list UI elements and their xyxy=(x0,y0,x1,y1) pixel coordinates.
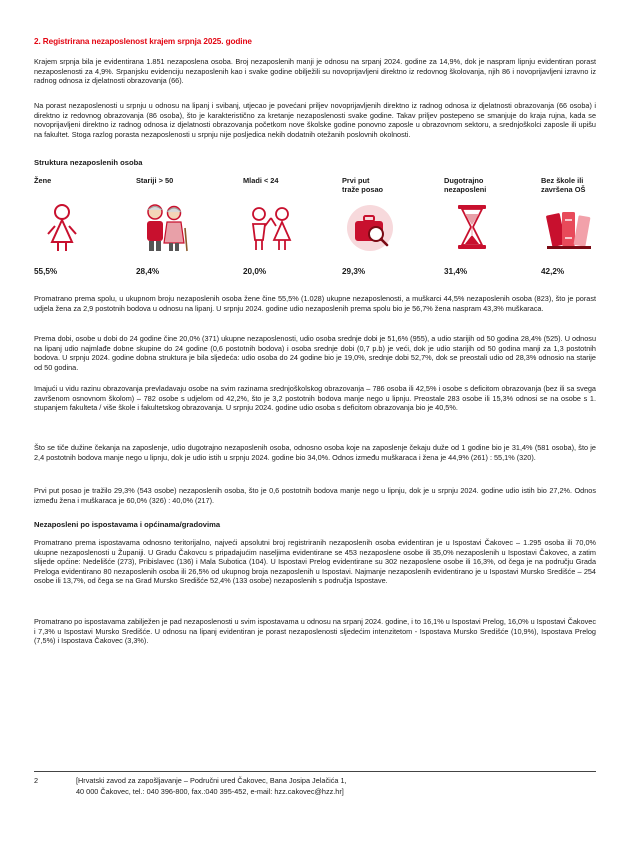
stat-label: Mladi < 24 xyxy=(243,176,279,185)
stat-elderly xyxy=(136,176,216,280)
stat-value: 42,2% xyxy=(541,267,565,276)
structure-infographic xyxy=(34,176,596,280)
paragraph-intro: Krajem srpnja bila je evidentirana 1.851 nezaposlena osoba. Broj nezaposlenih manji je odnosu na srpanj 2024. godine za 14,9%, dok je naspram lipnju evidentiran porast nezaposlenosti za 4,9%. Srpanjsku evidenciju nezaposlenih kao i svake godine obilježili su novoprijavljeni direktno iz redovnog školovanja, njih 86 i novoprijavljeni izravno iz radnog odnosa iz djelatnosti obrazovanja (66). xyxy=(34,57,596,86)
page-number: 2 xyxy=(34,776,39,785)
stat-young xyxy=(243,176,323,280)
paragraph-first-job: Prvi put posao je tražilo 29,3% (543 osobe) nezaposlenih osoba, što je 0,6 postotnih bodova manje nego u lipnju, dok je u srpnju 2024. godine udio istih bio 27,2%. Odnos između žena i muškaraca je 60,0% (326) : 40,0% (217). xyxy=(34,486,596,505)
stat-label: Prvi put traže posao xyxy=(342,176,384,194)
job-search-icon xyxy=(344,202,396,252)
stat-label: Stariji > 50 xyxy=(136,176,174,185)
books-icon xyxy=(543,202,595,252)
stat-label: Bez škole ili završena OŠ xyxy=(541,176,586,194)
footer-address xyxy=(76,776,347,797)
region-heading: Nezaposleni po ispostavama i općinama/gradovima xyxy=(34,520,221,529)
footer-line-1: [Hrvatski zavod za zapošljavanje – Područni ured Čakovec, Bana Josipa Jelačića 1, xyxy=(76,776,347,785)
hourglass-icon xyxy=(446,202,498,252)
paragraph-long-term: Što se tiče dužine čekanja na zaposlenje, udio dugotrajno nezaposlenih osoba, odnosno osoba koje na zaposlenje čekaju duže od 1 godine bio je 31,4% (581 osoba), što je 2,4 postotnih bodova manje nego u lipnju, dok je udio istih u srpnju 2024. godine bio 34,0%. Odnos između muškaraca i žena je 44,9% (261) : 55,1% (320). xyxy=(34,443,596,462)
elderly-couple-icon xyxy=(138,202,190,252)
stat-first-job xyxy=(342,176,422,280)
stat-value: 20,0% xyxy=(243,267,267,276)
footer-line-2: 40 000 Čakovec, tel.: 040 396-800, fax.:040 395-452, e-mail: hzz.cakovec@hzz.hr] xyxy=(76,786,344,796)
stat-women xyxy=(34,176,114,280)
woman-icon xyxy=(36,202,88,252)
paragraph-growth: Na porast nezaposlenosti u srpnju u odnosu na lipanj i svibanj, utjecao je povećani priljev novoprijavljenih direktno iz radnog odnosa iz djelatnosti obrazovanja (66 osoba) i direktno iz redovnog obrazovanja (86 osoba), što je karakteristično za kretanje nezaposlenosti svake godine. Takav priljev postepeno se smanjuje do kraja rujna, kada se novoprijavljeni direktno iz radnog odnosa iz djelatnosti obrazovanja početkom nove školske godine ponovno zaposle u obrazovnom sektoru, a srednjoškolci zaposle ili upišu na fakultet. Stoga razlog porasta nezaposlenosti u srpnju nije posljedica nekih dodatnih otežanih poslovnih okolnosti. xyxy=(34,101,596,139)
footer-divider xyxy=(34,771,596,772)
stat-no-school xyxy=(541,176,621,280)
section-title: 2. Registrirana nezaposlenost krajem srpnja 2025. godine xyxy=(34,37,252,46)
paragraph-education: Imajući u vidu razinu obrazovanja prevladavaju osobe na svim razinama srednjoškolskog obrazovanja – 786 osoba ili 42,5% i osobe s deficitom obrazovanja (bez ili sa svega završenom osnovnom školom) – 782 osobe s udjelom od 42,2%, što je 3,2 postotnih bodova manje nego u lipnju. Preostale 283 osobe ili 15,3% odnosi se na osobe s 1. stupanjem fakulteta / više škole i fakultetskog obrazovanja. U srpnju 2024. godine udio osoba s deficitom obrazovanja bio je 40,5%. xyxy=(34,384,596,413)
young-people-icon xyxy=(245,202,297,252)
stat-long-term xyxy=(444,176,524,280)
stat-label: Dugotrajno nezaposleni xyxy=(444,176,487,194)
paragraph-gender: Promatrano prema spolu, u ukupnom broju nezaposlenih osoba žene čine 55,5% (1.028) ukupne nezaposlenosti, a muškarci 44,5% nezaposlenih osoba (823), što je porast udjela žena za 2,9 postotnih bodova u odnosu na lipanj. U srpnju 2024. godine udio nezaposlenih prema spolu bio je 56,7% žena naspram 43,3% muškaraca. xyxy=(34,294,596,313)
paragraph-age: Prema dobi, osobe u dobi do 24 godine čine 20,0% (371) ukupne nezaposlenosti, udio osoba srednje dobi je 51,6% (955), a udio starijih od 50 godina 28,4% (525). U odnosu na lipanj udio najmlađe dobne skupine do 24 godine (0,6 postotnih bodova) i osoba srednje dobi (0,7 p.b) je veći, dok je udio starijih od 50 godina manji za 1,3 postotnih bodova. U srpnju 2024. godine dobna struktura je bila sljedeća: udio osoba do 24 godine bio je 19,0%, srednje dobi 52,7%, dok se preostali udio od 28,3% odnosio na starije od 50 godina. xyxy=(34,334,596,372)
stat-value: 31,4% xyxy=(444,267,468,276)
paragraph-regions: Promatrano prema ispostavama odnosno teritorijalno, najveći apsolutni broj registriranih nezaposlenih osoba evidentiran je u Ispostavi Čakovec – 1.295 osoba ili 70,0% ukupne nezaposlenosti u Županiji. U Gradu Čakovcu s pripadajućim naseljima evidentirane se 453 nezaposlene osobe ili 35,0% nezaposlenih u Ispostavi Čakovec, a zatim slijede općine: Nedelišće (273), Pribislavec (136) i Mala Subotica (104). U Ispostavi Prelog evidentirane su 302 nezaposlene osobe ili 16,3%, od čega je na području Grada Preloga evidentirano 80 nezaposlenih osoba ili 26,5% od ukupnog broja nezaposlenih u Ispostavi. Najmanje nezaposlenih evidentirano je u Ispostavi Mursko Središće – 254 osobe ili 13,7%, od čega se na Grad Mursko Središće 52,4% (133 osobe) nezaposlenih s područja Ispostave. xyxy=(34,538,596,586)
stat-value: 29,3% xyxy=(342,267,366,276)
stat-label: Žene xyxy=(34,176,52,185)
structure-heading: Struktura nezaposlenih osoba xyxy=(34,158,143,167)
stat-value: 28,4% xyxy=(136,267,160,276)
paragraph-region-change: Promatrano po ispostavama zabilježen je pad nezaposlenosti u svim ispostavama u odnosu na srpanj 2024. godine, i to 16,1% u Ispostavi Prelog, 16,0% u Ispostavi Čakovec i 7,3% u Ispostavi Mursko Središće. U odnosu na lipanj evidentiran je porast nezaposlenosti sljedećim intenzitetom - Ispostava Mursko Središće (10,9%), Ispostava Prelog (7,5%) i Ispostava Čakovec (3,3%). xyxy=(34,617,596,646)
stat-value: 55,5% xyxy=(34,267,58,276)
